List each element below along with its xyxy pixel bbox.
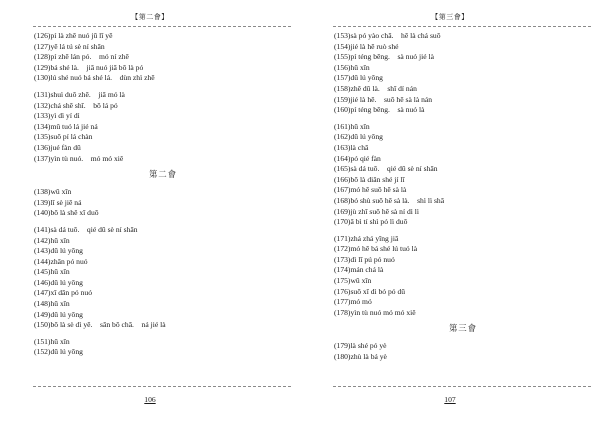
mantra-line: (146)dū lú yōng xyxy=(34,277,83,287)
mantra-line: (133)yì dì yí dì xyxy=(34,111,80,121)
mantra-line: (129)bá shé là. jiā nuó jiā bō là pó xyxy=(34,62,144,72)
mantra-line: (158)zhě dū là. shī dí nán xyxy=(334,83,417,93)
mantra-line: (149)dū lú yōng xyxy=(34,309,83,319)
mantra-line: (179)là shé pó yè xyxy=(334,341,387,351)
mantra-line: (142)hū xīn xyxy=(34,235,70,245)
mantra-line: (150)bō là sè dì yē. sān bō chā. ná jié là xyxy=(34,320,166,330)
mantra-line: (128)pí zhē lán pó. mó ní zhē xyxy=(34,52,129,62)
mantra-line: (160)pí téng bēng. sà nuó là xyxy=(334,105,425,115)
mantra-block xyxy=(34,337,292,358)
mantra-block xyxy=(34,31,292,84)
mantra-block xyxy=(34,187,292,219)
right-page xyxy=(300,0,600,424)
mantra-line: (173)dì lī pú pó nuó xyxy=(334,254,395,264)
mantra-line: (174)mán chá là xyxy=(334,265,384,275)
mantra-line: (156)hū xīn xyxy=(334,62,370,72)
page-number: 107 xyxy=(444,395,456,404)
mantra-line: (155)pí téng bēng. sà nuó jié là xyxy=(334,52,434,62)
section-title: 第三會 xyxy=(448,324,478,334)
mantra-line: (165)sà dá tuō. qié dū sè ní shān xyxy=(334,164,438,174)
mantra-line: (169)jù zhī suō hē sà ní dì lì xyxy=(334,206,419,216)
mantra-line: (132)chá shē shī. bō lá pó xyxy=(34,100,118,110)
mantra-line: (152)dū lú yōng xyxy=(34,347,83,357)
mantra-block xyxy=(34,225,292,331)
mantra-line: (151)hū xīn xyxy=(34,336,70,346)
mantra-line: (172)mó hē bá shé lú tuó là xyxy=(334,244,418,254)
mantra-list xyxy=(334,31,592,363)
mantra-line: (168)bó shù suō hē sà là. shì lì shā xyxy=(334,195,445,205)
mantra-line: (139)lǐ sè jiē ná xyxy=(34,197,82,207)
mantra-line: (164)pó qié fàn xyxy=(334,153,381,163)
mantra-block xyxy=(334,234,592,319)
mantra-line: (147)xī dān pó nuó xyxy=(34,288,92,298)
mantra-line: (136)jué fàn dū xyxy=(34,142,81,152)
mantra-line: (162)dū lú yōng xyxy=(334,132,383,142)
header-divider xyxy=(333,26,591,27)
mantra-line: (153)sà pó yào chā. hē là chá suō xyxy=(334,31,441,40)
mantra-line: (140)bō là shě xī duō xyxy=(34,208,99,218)
mantra-line: (134)mǔ tuó lá jié ná xyxy=(34,121,98,131)
mantra-line: (177)mó mó xyxy=(334,297,372,307)
mantra-block xyxy=(334,341,592,362)
mantra-line: (131)shuì duō zhē. jiā mó là xyxy=(34,89,125,99)
mantra-line: (137)yìn tù nuó. mó mó xiě xyxy=(34,153,124,163)
mantra-line: (145)hū xīn xyxy=(34,267,70,277)
mantra-line: (126)pí là zhē nuó jū lǐ yē xyxy=(34,31,113,40)
mantra-line: (127)yē lá tú sè ní shān xyxy=(34,41,105,51)
section-title: 第二會 xyxy=(148,170,178,180)
mantra-line: (163)là chā xyxy=(334,142,369,152)
mantra-line: (167)mó hē suō hē sà là xyxy=(334,185,407,195)
mantra-list xyxy=(34,31,292,358)
running-header: 【第二會】 xyxy=(131,13,169,21)
mantra-line: (135)suō pí lá chàn xyxy=(34,132,93,142)
page-number: 106 xyxy=(144,395,156,404)
mantra-line: (157)dū lú yōng xyxy=(334,73,383,83)
mantra-line: (180)zhù là bá yè xyxy=(334,352,387,362)
header-divider xyxy=(33,26,291,27)
mantra-line: (170)ā bì tí shì pó lì duō xyxy=(334,217,408,227)
mantra-line: (143)dū lú yōng xyxy=(34,246,83,256)
mantra-block xyxy=(34,90,292,164)
footer-divider xyxy=(33,386,291,387)
mantra-line: (159)jié là hē. suō hē sà là nán xyxy=(334,94,433,104)
mantra-line: (144)zhān pó nuó xyxy=(34,256,88,266)
running-header: 【第三會】 xyxy=(431,13,469,21)
footer-divider xyxy=(333,386,591,387)
mantra-line: (141)sà dá tuō. qié dū sè ní shān xyxy=(34,224,138,234)
mantra-line: (171)zhá zhá yīng jiā xyxy=(334,233,399,243)
mantra-line: (166)bō là diǎn shé jí lī xyxy=(334,174,405,184)
mantra-line: (161)hū xīn xyxy=(334,121,370,131)
mantra-line: (178)yìn tù nuó mó mó xiě xyxy=(334,307,416,317)
mantra-block xyxy=(334,122,592,228)
mantra-line: (148)hū xīn xyxy=(34,299,70,309)
mantra-line: (130)lú shé nuó bá shé lá. dùn zhì zhē xyxy=(34,73,155,83)
mantra-line: (175)wū xīn xyxy=(334,276,372,286)
mantra-line: (176)suō xī dì bó pó dū xyxy=(334,286,406,296)
mantra-line: (154)jié là hē ruò shé xyxy=(334,41,399,51)
mantra-block xyxy=(334,31,592,116)
mantra-line: (138)wū xīn xyxy=(34,187,72,197)
